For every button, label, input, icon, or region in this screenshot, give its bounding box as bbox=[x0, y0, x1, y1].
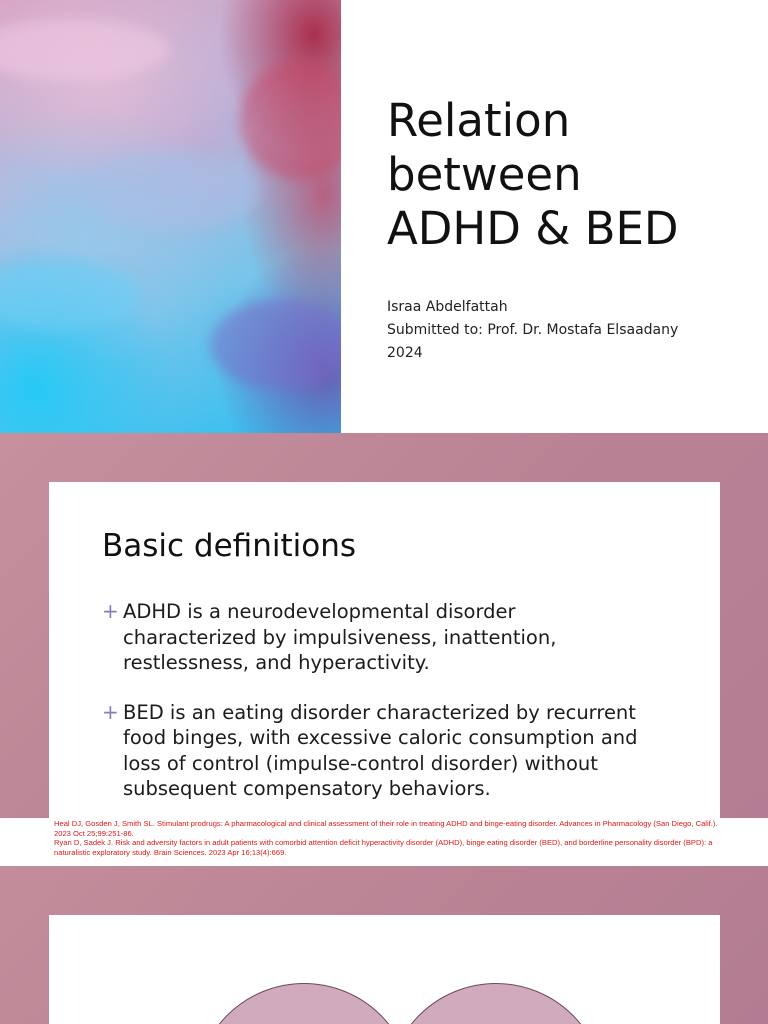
bullet-line: characterized by impulsiveness, inattention, bbox=[123, 625, 557, 649]
plus-bullet-icon: + bbox=[102, 599, 119, 623]
references-strip bbox=[0, 818, 768, 866]
title-line: ADHD & BED bbox=[387, 202, 679, 255]
venn-circle-right bbox=[387, 983, 605, 1024]
bullet-line: loss of control (impulse-control disorder) without bbox=[123, 751, 598, 775]
content-card bbox=[49, 482, 720, 818]
watercolor-background-image bbox=[0, 0, 341, 433]
bullet-line: food binges, with excessive caloric consumption and bbox=[123, 726, 638, 749]
reference-entry: Heal DJ, Gosden J, Smith SL. Stimulant prodrugs: A pharmacological and clinical assessment of their role in treating ADHD and binge-eating disorder. Advances in Pharmacology (San Diego, Calif.). 2023 Oct 25;99:251-86. bbox=[54, 819, 718, 839]
title-line: Relation bbox=[387, 94, 571, 147]
bullet-list bbox=[102, 599, 682, 818]
bullet-item-adhd bbox=[102, 599, 682, 676]
title-line: between bbox=[387, 148, 582, 201]
year: 2024 bbox=[387, 345, 423, 361]
submitted-to: Submitted to: Prof. Dr. Mostafa Elsaadany bbox=[387, 322, 679, 338]
content-card bbox=[49, 915, 720, 1024]
bullet-line: ADHD is a neurodevelopmental disorder bbox=[123, 600, 516, 623]
venn-circle-left bbox=[195, 983, 413, 1024]
presentation-title bbox=[387, 94, 747, 256]
venn-slide bbox=[0, 866, 768, 1024]
plus-bullet-icon: + bbox=[102, 699, 119, 724]
bullet-line: subsequent compensatory behaviors. bbox=[123, 777, 491, 800]
slide-heading: Basic definitions bbox=[102, 528, 356, 564]
bullet-item-bed bbox=[102, 700, 682, 802]
bullet-line: restlessness, and hyperactivity. bbox=[123, 651, 430, 674]
title-slide bbox=[0, 0, 768, 433]
bullet-line: BED is an eating disorder characterized by recurrent bbox=[123, 700, 636, 724]
definitions-slide bbox=[0, 433, 768, 818]
reference-entry: Ryan D, Sadek J. Risk and adversity factors in adult patients with comorbid attention deficit hyperactivity disorder (ADHD), binge eating disorder (BED), and borderline personality disorder (BPD): a naturalistic exploratory study. Brain Sciences. 2023 Apr 16;13(4):669. bbox=[54, 838, 713, 858]
author-name: Israa Abdelfattah bbox=[387, 299, 508, 315]
presentation-meta bbox=[387, 296, 678, 365]
